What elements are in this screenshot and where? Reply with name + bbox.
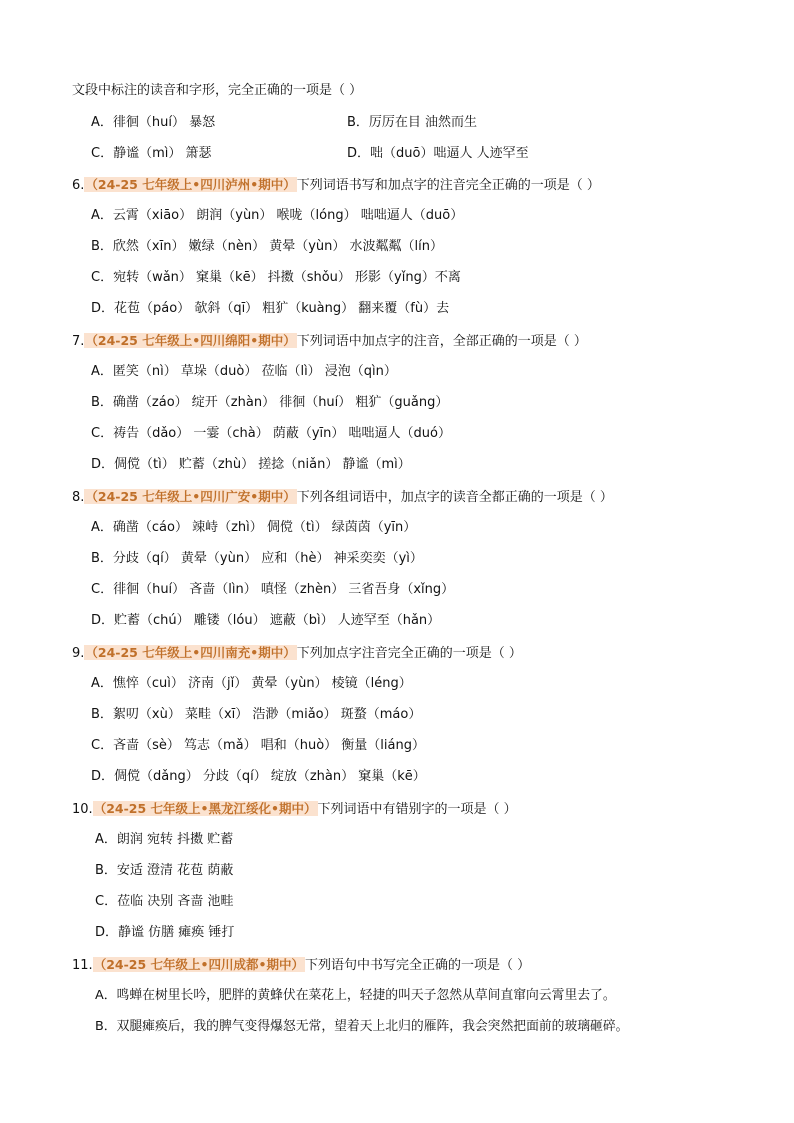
source-tag: （24-25 七年级上•四川成都•期中） — [93, 957, 304, 972]
question-9-option-d: D．倜傥（dǎng） 分歧（qí） 绽放（zhàn） 窠巢（kē） — [91, 769, 426, 784]
question-7-option-b: B．确凿（záo） 绽开（zhàn） 徘徊（huí） 粗犷（guǎng） — [91, 395, 449, 410]
source-tag: （24-25 七年级上•四川广安•期中） — [85, 489, 296, 504]
question-number: 11. — [72, 958, 93, 973]
question-11-option-b: B．双腿瘫痪后，我的脾气变得爆怒无常，望着天上北归的雁阵，我会突然把面前的玻璃砸碎。 — [95, 1019, 629, 1034]
question-7-option-d: D．倜傥（tì） 贮蓄（zhù） 搓捻（niǎn） 静谧（mì） — [91, 457, 411, 472]
question-11-option-a: A．鸣蝉在树里长吟，肥胖的黄蜂伏在菜花上，轻捷的叫天子忽然从草间直窜向云霄里去了。 — [95, 988, 616, 1003]
question-9-header — [72, 643, 522, 663]
question-9-option-a: A．憔悴（cuì） 济南（jǐ） 黄晕（yùn） 棱镜（léng） — [91, 676, 412, 691]
question-stem: 下列加点字注音完全正确的一项是（ ） — [296, 646, 522, 661]
intro-option-b: B．厉厉在目 油然而生 — [347, 115, 478, 130]
question-stem: 下列词语中有错别字的一项是（ ） — [317, 802, 517, 817]
question-10-header — [72, 799, 517, 819]
question-stem: 下列各组词语中，加点字的读音全都正确的一项是（ ） — [296, 490, 613, 505]
intro-option-c: C．静谧（mì） 箫瑟 — [91, 146, 212, 161]
question-10-option-d: D．静谧 仿膳 瘫痪 锤打 — [95, 925, 235, 940]
question-6-option-c: C．宛转（wǎn） 窠巢（kē） 抖擞（shǒu） 形影（yǐng）不离 — [91, 270, 461, 285]
question-6-option-a: A．云霄（xiāo） 朗润（yùn） 喉咙（lóng） 咄咄逼人（duō） — [91, 208, 464, 223]
question-10-option-c: C．莅临 决别 吝啬 池畦 — [95, 894, 234, 909]
source-tag: （24-25 七年级上•四川绵阳•期中） — [85, 333, 296, 348]
question-8-option-a: A．确凿（cáo） 竦峙（zhì） 倜傥（tì） 绿茵茵（yīn） — [91, 520, 417, 535]
question-11-header — [72, 955, 530, 975]
question-8-option-b: B．分歧（qí） 黄晕（yùn） 应和（hè） 神采奕奕（yì） — [91, 551, 423, 566]
question-8-header — [72, 487, 613, 507]
question-stem: 下列词语书写和加点字的注音完全正确的一项是（ ） — [296, 178, 600, 193]
question-stem: 下列词语中加点字的注音，全部正确的一项是（ ） — [296, 334, 587, 349]
source-tag: （24-25 七年级上•黑龙江绥化•期中） — [93, 801, 317, 816]
question-number: 6. — [72, 178, 85, 193]
question-9-option-c: C．吝啬（sè） 笃志（mǎ） 唱和（huò） 衡量（liáng） — [91, 738, 425, 753]
question-9-option-b: B．絮叨（xù） 菜畦（xī） 浩渺（miǎo） 斑蝥（máo） — [91, 707, 422, 722]
question-6-header — [72, 175, 600, 195]
intro-option-a: A．徘徊（huí） 暴怒 — [91, 115, 216, 130]
question-stem: 下列语句中书写完全正确的一项是（ ） — [305, 958, 531, 973]
question-7-option-c: C．祷告（dǎo） 一霎（chà） 荫蔽（yīn） 咄咄逼人（duó） — [91, 426, 451, 441]
question-7-header — [72, 331, 587, 351]
question-number: 7. — [72, 334, 85, 349]
question-8-option-d: D．贮蓄（chú） 雕镂（lóu） 遮蔽（bì） 人迹罕至（hǎn） — [91, 613, 441, 628]
question-6-option-b: B．欣然（xīn） 嫩绿（nèn） 黄晕（yùn） 水波粼粼（lín） — [91, 239, 443, 254]
question-10-option-b: B．安适 澄清 花苞 荫蔽 — [95, 863, 234, 878]
source-tag: （24-25 七年级上•四川泸州•期中） — [85, 177, 296, 192]
source-tag: （24-25 七年级上•四川南充•期中） — [85, 645, 296, 660]
question-10-option-a: A．朗润 宛转 抖擞 贮蓄 — [95, 832, 234, 847]
question-number: 8. — [72, 490, 85, 505]
question-8-option-c: C．徘徊（huí） 吝啬（lìn） 嗔怪（zhèn） 三省吾身（xǐng） — [91, 582, 455, 597]
question-7-option-a: A．匿笑（nì） 草垛（duò） 莅临（lì） 浸泡（qìn） — [91, 364, 397, 379]
question-6-option-d: D．花苞（páo） 欹斜（qī） 粗犷（kuàng） 翻来覆（fù）去 — [91, 301, 450, 316]
question-number: 10. — [72, 802, 93, 817]
intro-option-d: D．咄（duō）咄逼人 人迹罕至 — [347, 146, 529, 161]
intro-question-stem: 文段中标注的读音和字形，完全正确的一项是（ ） — [72, 83, 363, 98]
question-number: 9. — [72, 646, 85, 661]
